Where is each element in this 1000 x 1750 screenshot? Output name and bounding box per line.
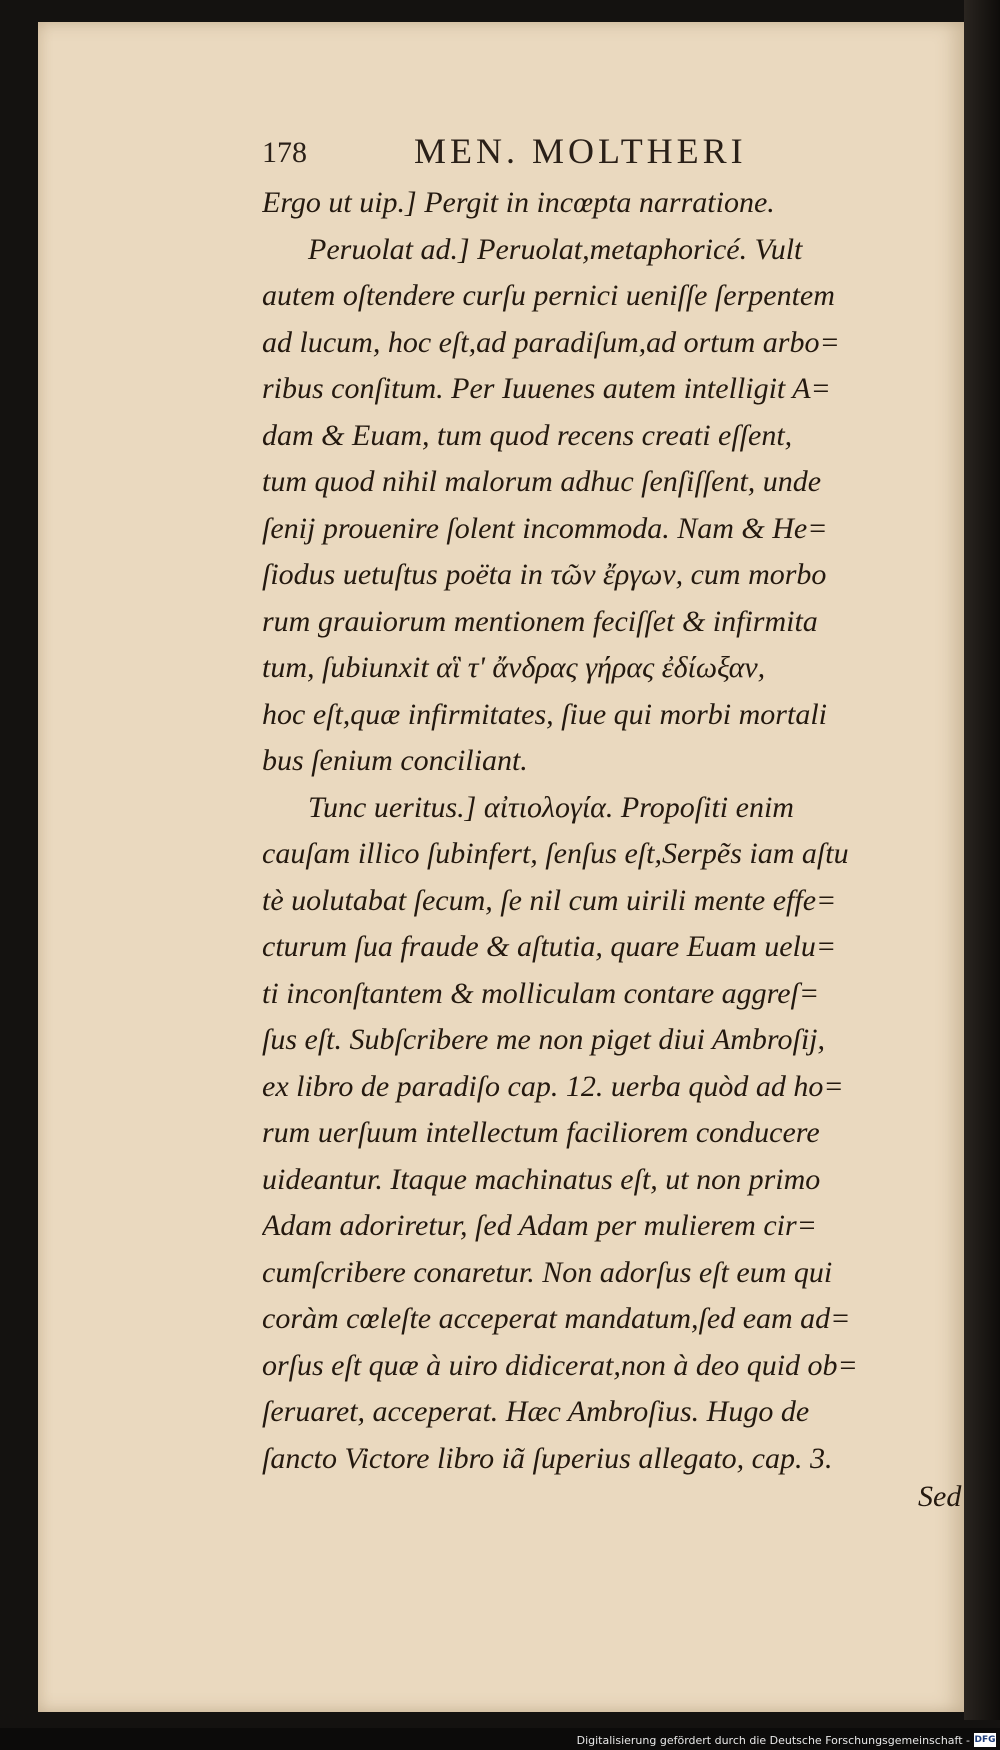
text-line: rum uerſuum intellectum faciliorem conducere <box>262 1116 820 1149</box>
footer-bar <box>0 1728 1000 1750</box>
dfg-logo-icon: DFG <box>974 1735 996 1745</box>
text-line: hoc eſt,quæ infirmitates, ſiue qui morbi mortali <box>262 697 827 731</box>
text-line: Adam adoriretur, ſed Adam per mulierem cir= <box>262 1209 817 1242</box>
text-line: autem oſtendere curſu pernici ueniſſe ſerpentem <box>262 279 835 312</box>
text-line: ad lucum, hoc eſt,ad paradiſum,ad ortum arbo= <box>262 325 840 359</box>
text-line: tè uolutabat ſecum, ſe nil cum uirili mente effe= <box>262 883 837 917</box>
page-number: 178 <box>262 136 307 169</box>
text-line: tum, ſubiunxit αἳ τ' ἄνδρας γήρας ἐδίωξαν, <box>262 651 766 684</box>
running-head: MEN. MOLTHERI <box>414 131 747 171</box>
text-line: Tunc ueritus.] αἰτιολογία. Propoſiti enim <box>308 790 794 824</box>
text-line: coràm cœleſte acceperat mandatum,ſed eam ad= <box>262 1302 851 1335</box>
text-line: ſenij prouenire ſolent incommoda. Nam & He= <box>262 511 828 545</box>
text-line: ribus conſitum. Per Iuuenes autem intelligit A= <box>262 372 831 405</box>
text-line: uideantur. Itaque machinatus eſt, ut non primo <box>262 1162 821 1196</box>
digitization-credit: Digitalisierung gefördert durch die Deutsche Forschungsgemeinschaft - <box>576 1734 970 1747</box>
book-spine-edge <box>964 0 1000 1720</box>
text-line: tum quod nihil malorum adhuc ſenſiſſent, unde <box>262 465 822 498</box>
text-line: ſancto Victore libro iã ſuperius allegato, cap. 3. <box>262 1441 833 1475</box>
text-line: orſus eſt quæ à uiro didicerat,non à deo quid ob= <box>262 1348 858 1382</box>
text-line: rum grauiorum mentionem feciſſet & infirmita <box>262 604 818 638</box>
page-header <box>262 130 862 176</box>
text-line: Ergo ut uip.] Pergit in incœpta narratione. <box>262 186 775 219</box>
text-line: bus ſenium conciliant. <box>262 744 528 777</box>
text-line: Peruolat ad.] Peruolat,metaphoricé. Vult <box>308 232 803 266</box>
text-line: ti inconſtantem & molliculam contare aggreſ= <box>262 976 820 1010</box>
text-line: ſus eſt. Subſcribere me non piget diui Ambroſij, <box>262 1023 825 1056</box>
text-line: cumſcribere conaretur. Non adorſus eſt eum qui <box>262 1255 833 1289</box>
text-line: ex libro de paradiſo cap. 12. uerba quòd ad ho= <box>262 1069 844 1103</box>
text-line: cturum ſua fraude & aſtutia, quare Euam uelu= <box>262 930 837 963</box>
book-page <box>38 22 964 1712</box>
text-line: dam & Euam, tum quod recens creati eſſent, <box>262 418 793 452</box>
body-text <box>262 180 990 1482</box>
catchword: Sed <box>918 1480 962 1513</box>
text-line: ſeruaret, acceperat. Hæc Ambroſius. Hugo de <box>262 1395 810 1428</box>
text-line: cauſam illico ſubinfert, ſenſus eſt,Serpẽs iam aſtu <box>262 837 849 870</box>
text-line: ſiodus uetuſtus poëta in τῶν ἔργων, cum morbo <box>262 558 827 591</box>
